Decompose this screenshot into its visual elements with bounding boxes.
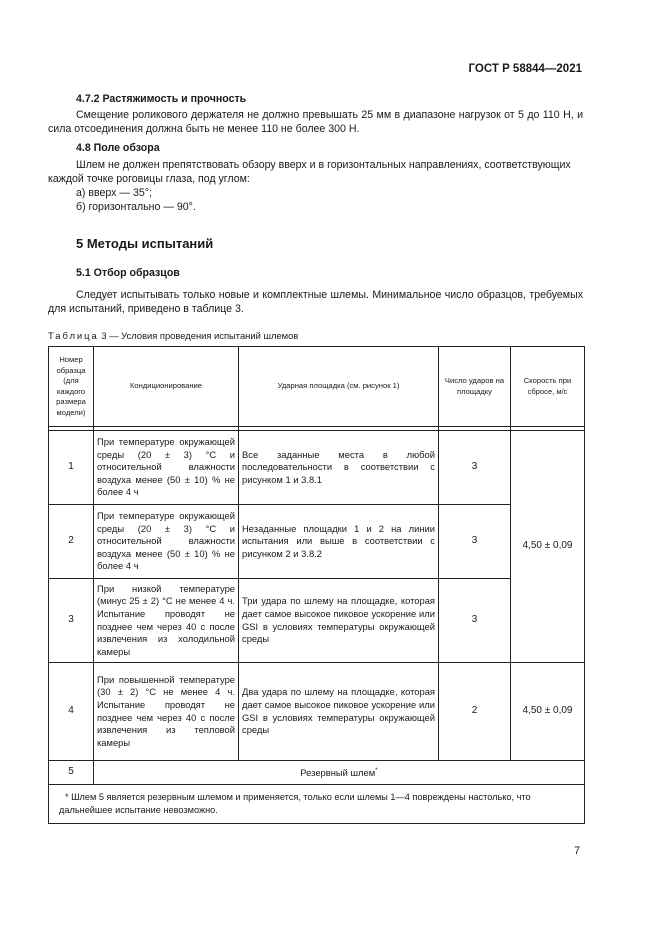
row-4-count: 2 xyxy=(439,663,511,761)
row-3-conditioning: При низкой температуре (минус 25 ± 2) °С не менее 4 ч. Испытание проводят не позднее чем через 40 с после извлечения из холодильной камеры xyxy=(94,579,239,663)
reserve-text: Резервный шлем xyxy=(300,767,376,779)
row-2-conditioning: При температуре окружающей среды (20 ± 3) °С и относительной влажности воздуха менее (50 ± 10) % не более 4 ч xyxy=(94,505,239,579)
section-4-7-2 xyxy=(48,92,583,106)
header-speed: Скорость при сбросе, м/с xyxy=(511,347,585,427)
list-item-b: б) горизонтально — 90°. xyxy=(76,201,196,213)
row-5-number: 5 xyxy=(49,761,94,785)
section-4-8-text: Шлем не должен препятствовать обзору вверх и в горизонтальных направлениях, соответствующих каждой точке роговицы глаза, под углом: xyxy=(48,159,571,185)
row-4-number: 4 xyxy=(49,663,94,761)
section-4-7-2-text: Смещение роликового держателя не должно превышать 25 мм в диапазоне нагрузок от 5 до 110 Н, и сила отсоединения должна быть не менее 110 не более 300 Н. xyxy=(48,109,583,135)
conditions-table xyxy=(48,346,585,824)
table-header-row xyxy=(49,347,585,427)
table-footnote: * Шлем 5 является резервным шлемом и применяется, только если шлемы 1—4 повреждены настолько, что дальнейшее испытание невозможно. xyxy=(49,785,585,824)
row-2-count: 3 xyxy=(439,505,511,579)
row-1-conditioning: При температуре окружающей среды (20 ± 3) °С и относительной влажности воздуха менее (50 ± 10) % не более 4 ч xyxy=(94,431,239,505)
table-row xyxy=(49,579,585,663)
table-footnote-row xyxy=(49,785,585,824)
row-2-impact: Незаданные площадки 1 и 2 на линии испытания или выше в соответствии с рисунком 2 и 3.8.2 xyxy=(239,505,439,579)
section-5-title: 5 Методы испытаний xyxy=(76,236,214,251)
row-1-impact: Все заданные места в любой последовательности в соответствии с рисунком 1 и 3.8.1 xyxy=(239,431,439,505)
page-number: 7 xyxy=(574,845,580,857)
header-impact: Ударная площадка (см. рисунок 1) xyxy=(239,347,439,427)
document-header: ГОСТ Р 58844—2021 xyxy=(468,63,582,75)
table-caption xyxy=(48,330,298,341)
section-4-8-title: 4.8 Поле обзора xyxy=(76,142,160,154)
table-row xyxy=(49,663,585,761)
row-4-conditioning: При повышенной температуре (30 ± 2) °С не менее 4 ч. Испытание проводят не позднее чем через 40 с после извлечения из тепловой камеры xyxy=(94,663,239,761)
section-4-8 xyxy=(48,141,583,155)
row-3-impact: Три удара по шлему на площадке, которая дает самое высокое пиковое ускорение или GSI в условиях температуры окружающей среды xyxy=(239,579,439,663)
table-caption-label: Таблица xyxy=(48,330,99,341)
row-5-reserve xyxy=(94,761,585,785)
row-1-count: 3 xyxy=(439,431,511,505)
table-row xyxy=(49,505,585,579)
header-sample: Номер образца (для каждого размера модели) xyxy=(49,347,94,427)
table-caption-text: 3 — Условия проведения испытаний шлемов xyxy=(101,330,299,341)
table-row xyxy=(49,431,585,505)
section-4-7-2-title: 4.7.2 Растяжимость и прочность xyxy=(76,93,247,105)
table-row-reserve xyxy=(49,761,585,785)
row-4-speed: 4,50 ± 0,09 xyxy=(511,663,585,761)
row-3-count: 3 xyxy=(439,579,511,663)
reserve-footnote-mark: * xyxy=(375,767,378,775)
row-2-number: 2 xyxy=(49,505,94,579)
section-5-1-title: 5.1 Отбор образцов xyxy=(76,267,180,279)
row-1-number: 1 xyxy=(49,431,94,505)
header-count: Число ударов на площадку xyxy=(439,347,511,427)
row-4-impact: Два удара по шлему на площадке, которая дает самое высокое пиковое ускорение или GSI в условиях температуры окружающей среды xyxy=(239,663,439,761)
section-5-1-text: Следует испытывать только новые и комплектные шлемы. Минимальное число образцов, требуемых для испытаний, приведено в таблице 3. xyxy=(48,289,583,315)
row-3-number: 3 xyxy=(49,579,94,663)
header-conditioning: Кондиционирование xyxy=(94,347,239,427)
list-item-a: а) вверх — 35°; xyxy=(76,187,152,199)
section-5-1 xyxy=(48,266,583,280)
speed-merged: 4,50 ± 0,09 xyxy=(511,431,585,663)
